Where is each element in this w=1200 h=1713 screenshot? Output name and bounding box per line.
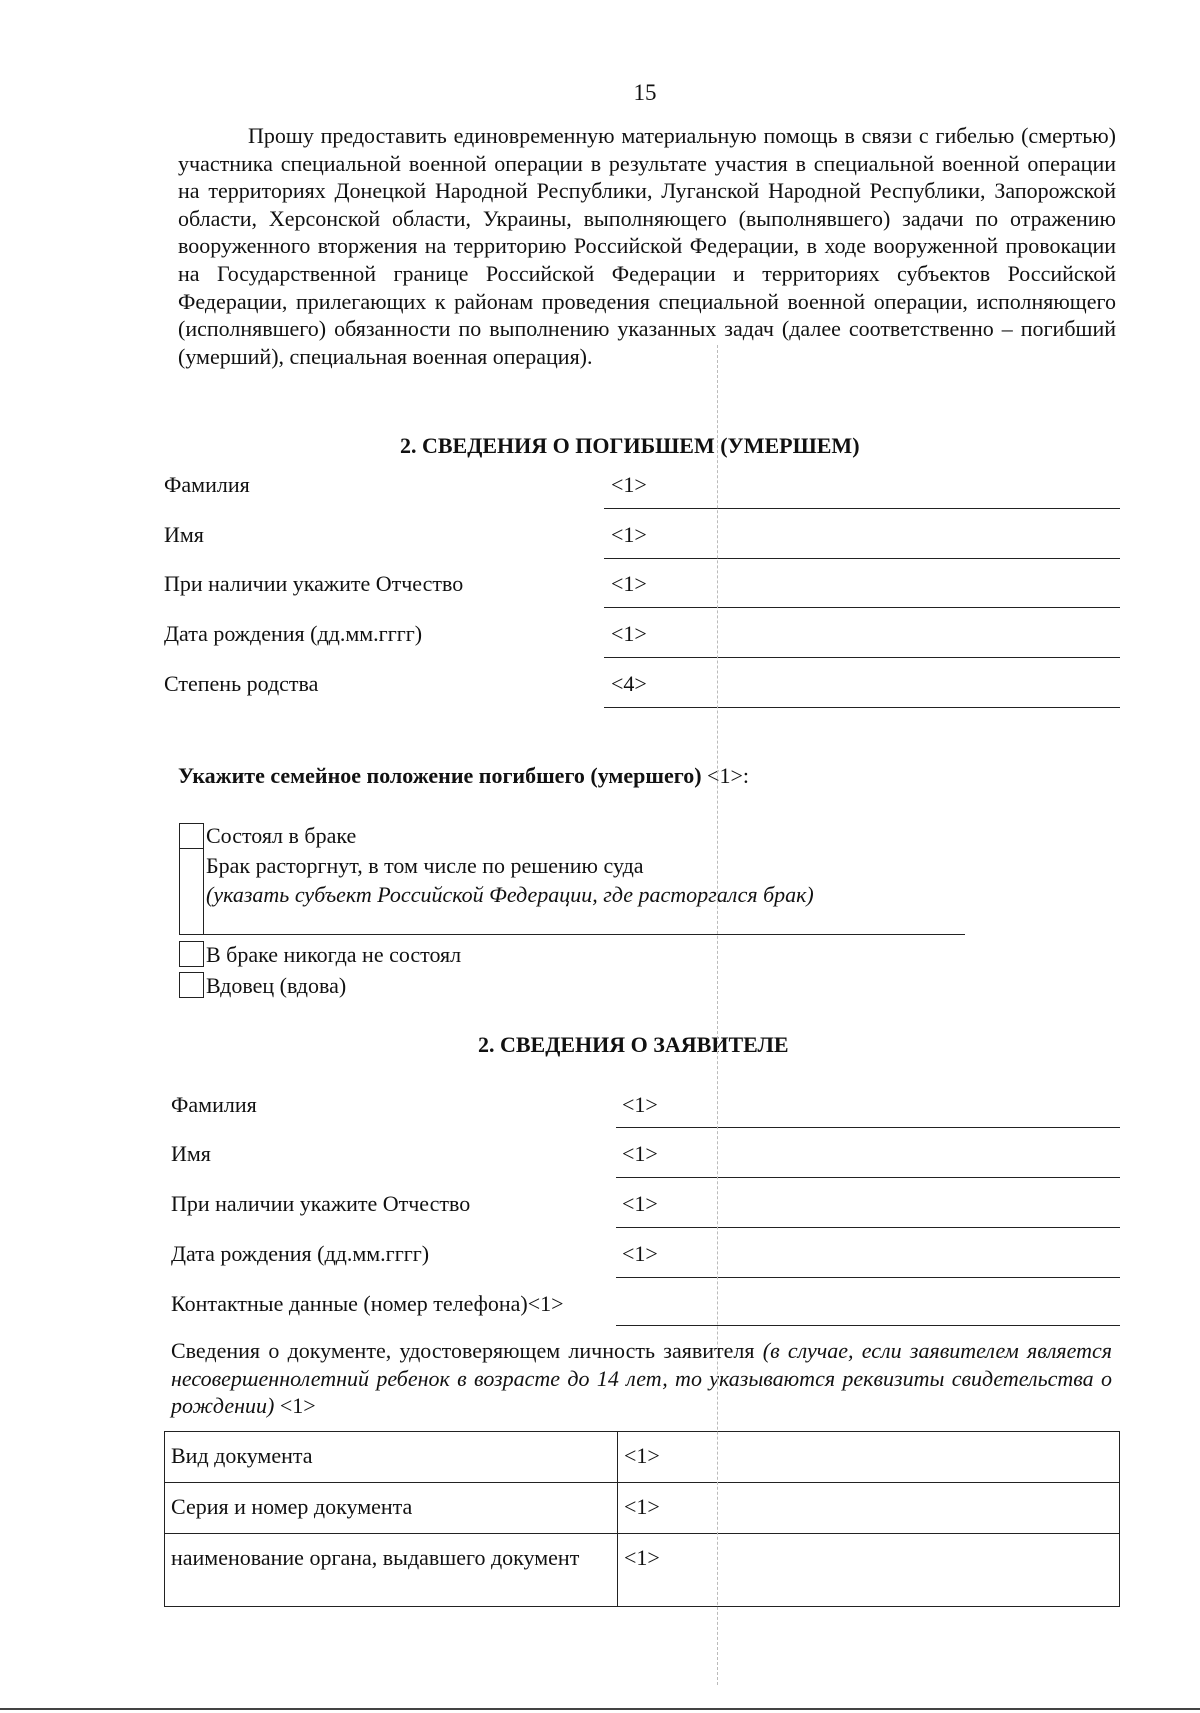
deceased-surname-label: Фамилия [164, 472, 250, 497]
scan-edge-line [0, 1708, 1200, 1710]
deceased-birthdate-code: <1> [611, 621, 647, 646]
option-divorced-note: (указать субъект Российской Федерации, где расторгался брак) [206, 882, 814, 907]
deceased-surname-field[interactable] [604, 508, 1120, 509]
deceased-name-field[interactable] [604, 558, 1120, 559]
checkbox-never-married[interactable] [179, 941, 204, 967]
page-number: 15 [633, 80, 657, 105]
doc-number-label: Серия и номер документа [165, 1483, 618, 1534]
table-row [165, 1534, 1120, 1607]
doc-type-cell[interactable]: <1> [618, 1432, 1120, 1483]
option-married: Состоял в браке [206, 823, 357, 848]
deceased-surname-row [164, 472, 1120, 502]
option-divorced: Брак расторгнут, в том числе по решению суда [206, 853, 644, 878]
applicant-phone-row [171, 1291, 1120, 1321]
applicant-surname-code: <1> [622, 1092, 658, 1117]
applicant-patronymic-row [171, 1191, 1120, 1221]
deceased-birthdate-label: Дата рождения (дд.мм.гггг) [164, 621, 423, 646]
applicant-birthdate-row [171, 1241, 1120, 1271]
deceased-kinship-code: <4> [611, 671, 647, 696]
doc-type-label: Вид документа [165, 1432, 618, 1483]
doc-info-code: <1> [274, 1393, 316, 1418]
checkbox-married[interactable] [179, 823, 204, 849]
deceased-kinship-field[interactable] [604, 707, 1120, 708]
applicant-patronymic-label: При наличии укажите Отчество [171, 1191, 471, 1216]
doc-issuer-label: наименование органа, выдавшего документ [165, 1534, 618, 1607]
applicant-phone-field[interactable] [616, 1325, 1120, 1326]
applicant-patronymic-field[interactable] [616, 1227, 1120, 1228]
doc-info-italic: (в случае, если заявителем является несовершеннолетний ребенок в возрасте до 14 лет, то указываются реквизиты свидетельства о рождении) [171, 1338, 1112, 1418]
deceased-kinship-label: Степень родства [164, 671, 319, 696]
checkbox-divorced[interactable] [179, 848, 204, 935]
identity-document-note [171, 1337, 1112, 1420]
option-widowed: Вдовец (вдова) [206, 973, 347, 998]
applicant-patronymic-code: <1> [622, 1191, 658, 1216]
marital-question-code: <1>: [701, 763, 749, 788]
table-row [165, 1483, 1120, 1534]
applicant-birthdate-code: <1> [622, 1241, 658, 1266]
deceased-patronymic-code: <1> [611, 571, 647, 596]
deceased-kinship-row [164, 671, 1120, 701]
deceased-name-row [164, 522, 1120, 552]
deceased-patronymic-field[interactable] [604, 607, 1120, 608]
marital-status-question [178, 763, 749, 789]
checkbox-widowed[interactable] [179, 972, 204, 998]
doc-info-prefix: Сведения о документе, удостоверяющем личность заявителя [171, 1338, 763, 1363]
deceased-name-label: Имя [164, 522, 204, 547]
deceased-patronymic-label: При наличии укажите Отчество [164, 571, 464, 596]
applicant-birthdate-field[interactable] [616, 1277, 1120, 1278]
applicant-phone-label: Контактные данные (номер телефона)<1> [171, 1291, 564, 1316]
applicant-surname-label: Фамилия [171, 1092, 257, 1117]
doc-issuer-cell[interactable]: <1> [618, 1534, 1120, 1607]
applicant-surname-row [171, 1092, 1120, 1122]
intro-paragraph: Прошу предоставить единовременную материальную помощь в связи с гибелью (смертью) участника специальной военной операции в результате участия в специальной военной операции на территориях Донецкой Народной Республики, Луганской Народной Республики, Запорожской области, Херсонской области, Украины, выполняющего (выполнявшего) задачи по отражению вооруженного вторжения на территорию Российской Федерации, в ходе вооруженной провокации на Государственной границе Российской Федерации и территориях субъектов Российской Федерации, прилегающих к районам проведения специальной военной операции, исполняющего (исполнявшего) обязанности по выполнению указанных задач (далее соответственно – погибший (умерший), специальная военная операция). [178, 123, 1116, 369]
divorce-region-field[interactable] [179, 934, 965, 935]
applicant-name-label: Имя [171, 1141, 211, 1166]
marital-question-text: Укажите семейное положение погибшего (умершего) [178, 763, 702, 788]
doc-number-cell[interactable]: <1> [618, 1483, 1120, 1534]
applicant-section-heading: 2. СВЕДЕНИЯ О ЗАЯВИТЕЛЕ [478, 1032, 789, 1057]
applicant-name-field[interactable] [616, 1177, 1120, 1178]
deceased-birthdate-field[interactable] [604, 657, 1120, 658]
applicant-name-row [171, 1141, 1120, 1171]
scan-fold-line [717, 345, 718, 1685]
applicant-birthdate-label: Дата рождения (дд.мм.гггг) [171, 1241, 430, 1266]
table-row [165, 1432, 1120, 1483]
deceased-surname-code: <1> [611, 472, 647, 497]
deceased-patronymic-row [164, 571, 1120, 601]
deceased-section-heading: 2. СВЕДЕНИЯ О ПОГИБШЕМ (УМЕРШЕМ) [400, 433, 860, 458]
deceased-birthdate-row [164, 621, 1120, 651]
applicant-name-code: <1> [622, 1141, 658, 1166]
applicant-surname-field[interactable] [616, 1127, 1120, 1128]
deceased-name-code: <1> [611, 522, 647, 547]
identity-document-table [164, 1431, 1120, 1607]
option-never-married: В браке никогда не состоял [206, 942, 462, 967]
